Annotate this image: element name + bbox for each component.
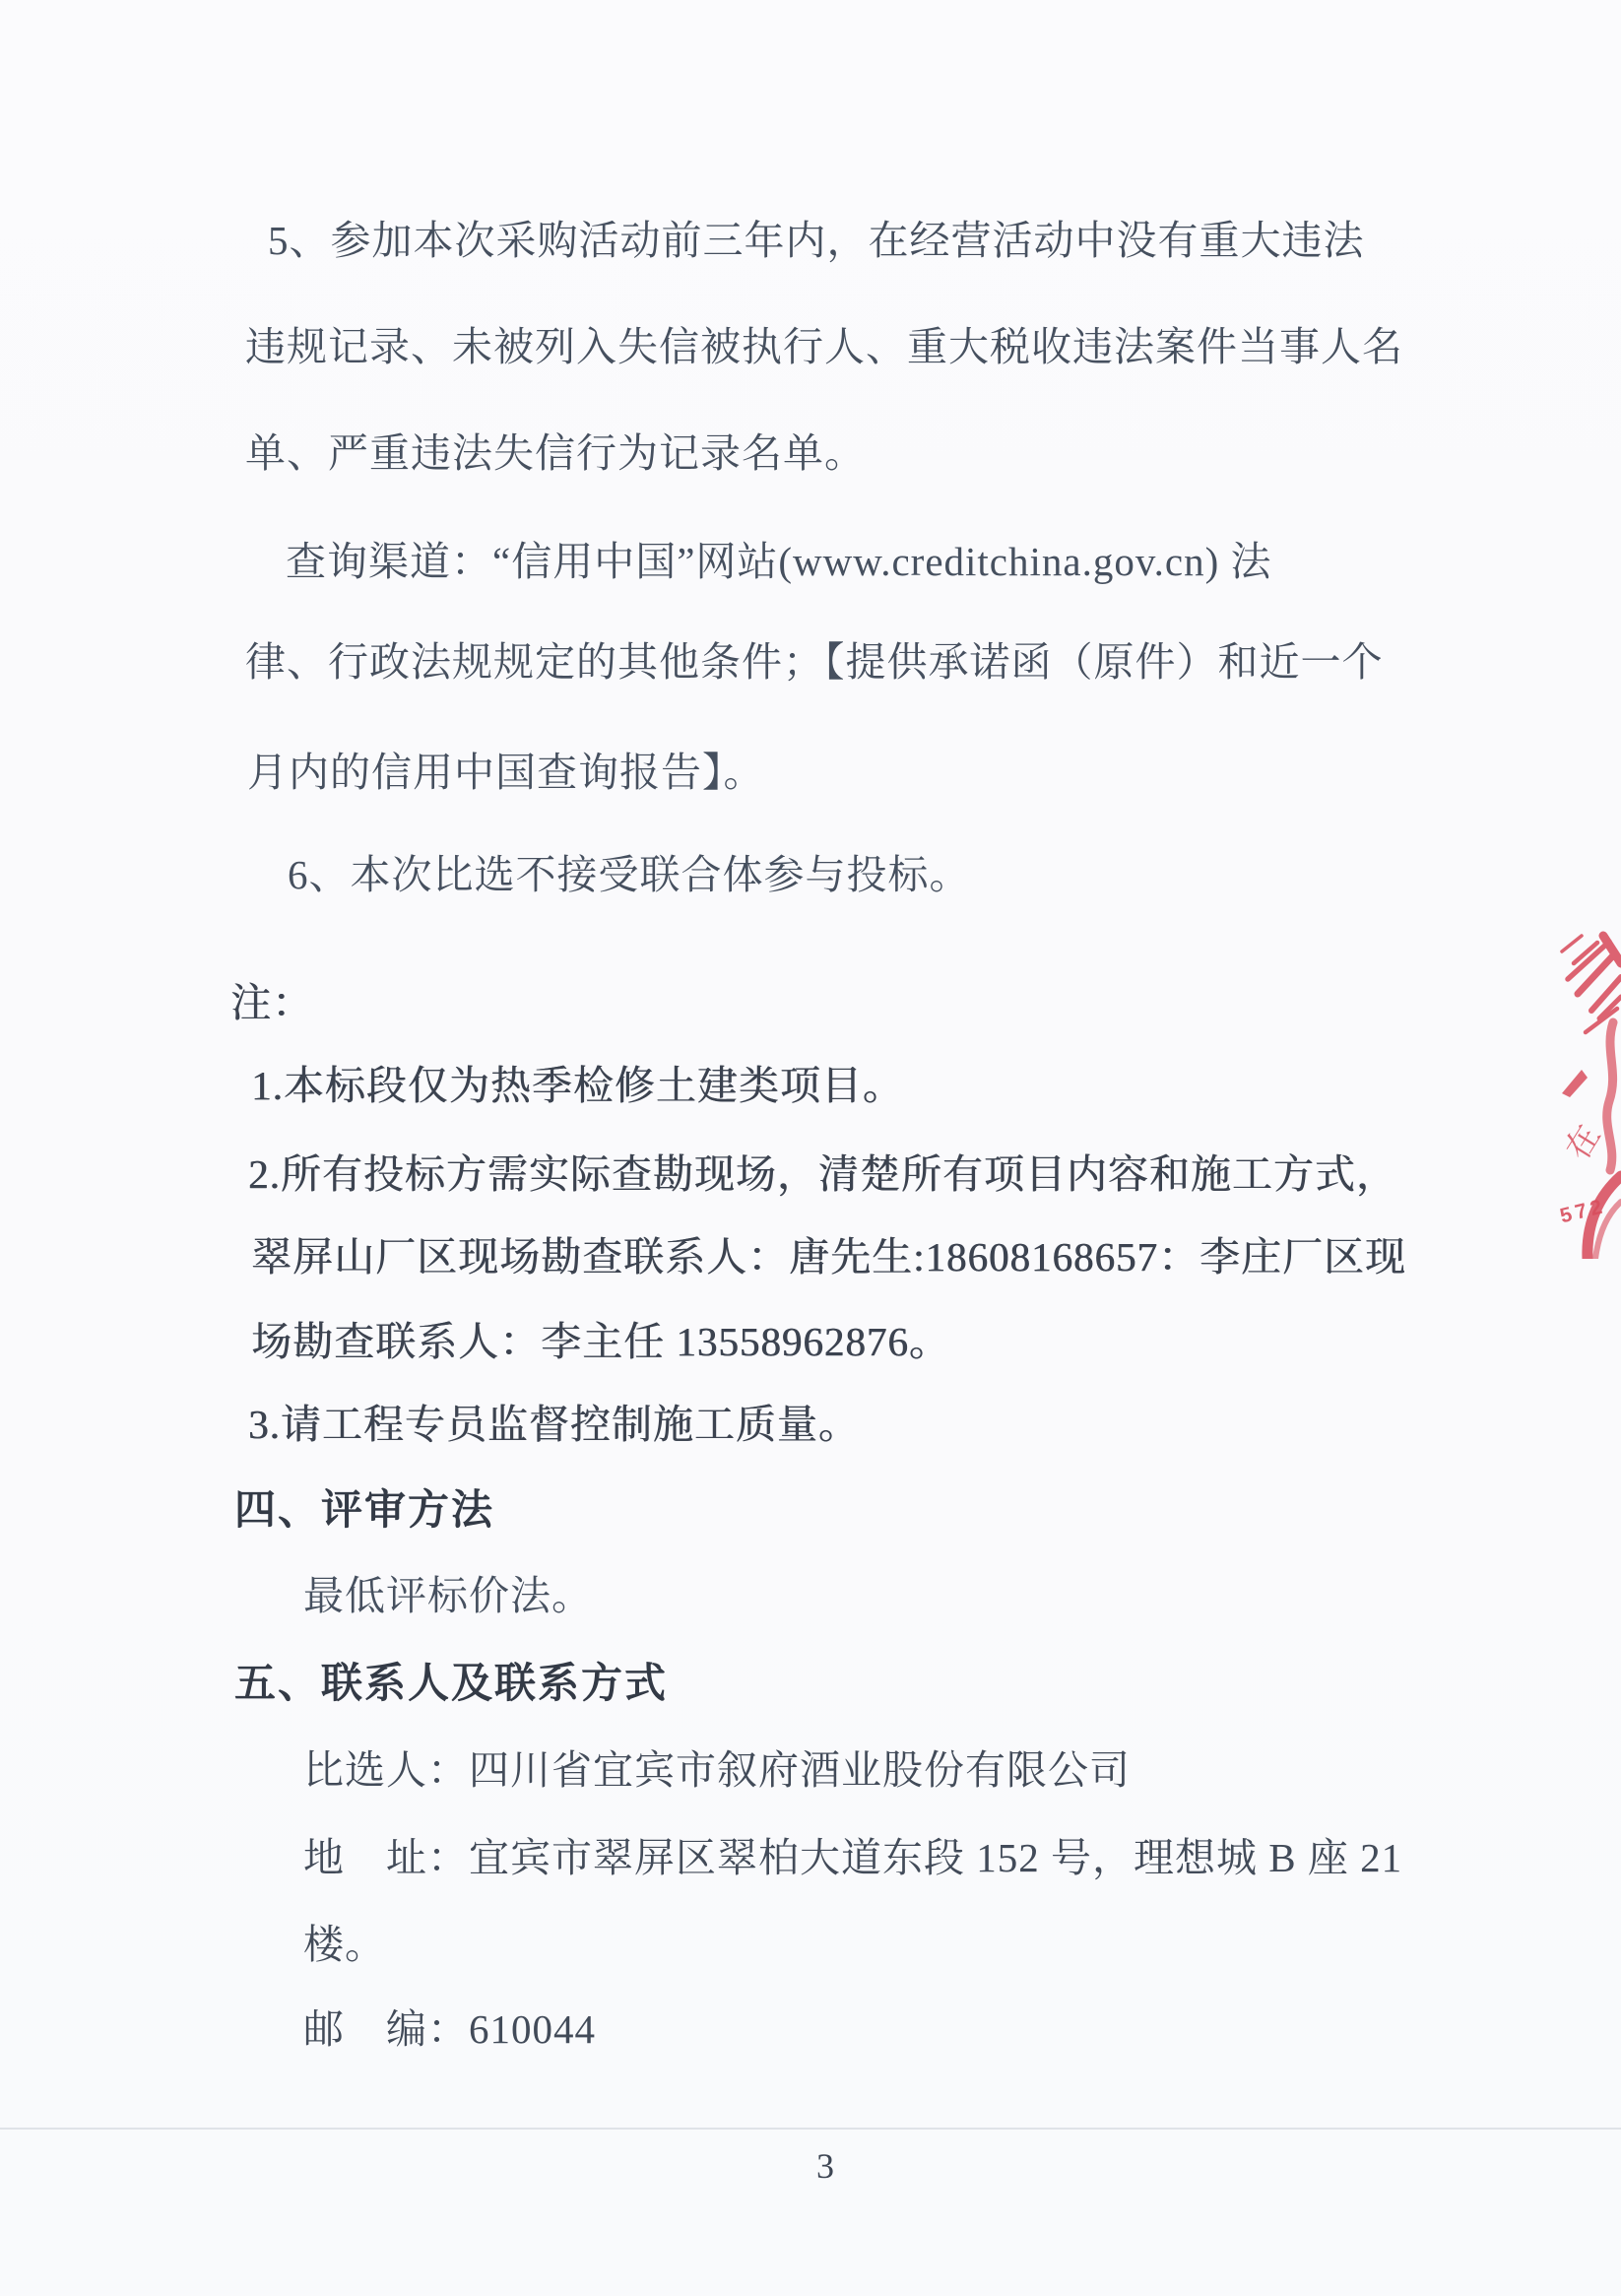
doc-text-line: 比选人：四川省宜宾市叙府酒业股份有限公司 bbox=[303, 1747, 1131, 1793]
stamp-character-fragment: 在 bbox=[1559, 1118, 1608, 1167]
doc-text-line: 地 址：宜宾市翠屏区翠柏大道东段 152 号，理想城 B 座 21 bbox=[303, 1835, 1403, 1880]
doc-text-line: 楼。 bbox=[303, 1922, 386, 1967]
doc-text-line: 5、参加本次采购活动前三年内，在经营活动中没有重大违法 bbox=[268, 218, 1365, 263]
doc-text-line: 6、本次比选不接受联合体参与投标。 bbox=[288, 852, 971, 897]
doc-text-line: 查询渠道：“信用中国”网站(www.creditchina.gov.cn) 法 bbox=[286, 539, 1272, 584]
stamp-ink-speck bbox=[1562, 1070, 1588, 1097]
doc-text-line: 注： bbox=[230, 980, 313, 1025]
doc-text-line: 2.所有投标方需实际查勘现场，清楚所有项目内容和施工方式， bbox=[248, 1151, 1397, 1197]
doc-text-line: 1.本标段仅为热季检修土建类项目。 bbox=[251, 1063, 904, 1108]
doc-text-line: 月内的信用中国查询报告】。 bbox=[247, 750, 765, 795]
doc-text-line: 五、联系人及联系方式 bbox=[234, 1660, 669, 1706]
doc-text-line: 场勘查联系人：李主任 13558962876。 bbox=[251, 1319, 950, 1364]
stamp-serial-number: 572 bbox=[1557, 1194, 1609, 1228]
official-stamp-partial bbox=[1548, 924, 1621, 1259]
doc-text-line: 最低评标价法。 bbox=[303, 1573, 593, 1618]
doc-text-line: 律、行政法规规定的其他条件；【提供承诺函（原件）和近一个 bbox=[245, 639, 1384, 685]
doc-text-line: 翠屏山厂区现场勘查联系人：唐先生:18608168657：李庄厂区现 bbox=[251, 1234, 1406, 1279]
doc-text-line: 3.请工程专员监督控制施工质量。 bbox=[248, 1402, 860, 1447]
doc-text-line: 邮 编：610044 bbox=[303, 2006, 596, 2052]
footer-divider bbox=[0, 2128, 1621, 2130]
doc-text-line: 违规记录、未被列入失信被执行人、重大税收违法案件当事人名 bbox=[245, 324, 1403, 369]
page-number: 3 bbox=[816, 2146, 834, 2186]
doc-text-line: 四、评审方法 bbox=[234, 1486, 495, 1533]
doc-text-line: 单、严重违法失信行为记录名单。 bbox=[245, 430, 866, 476]
